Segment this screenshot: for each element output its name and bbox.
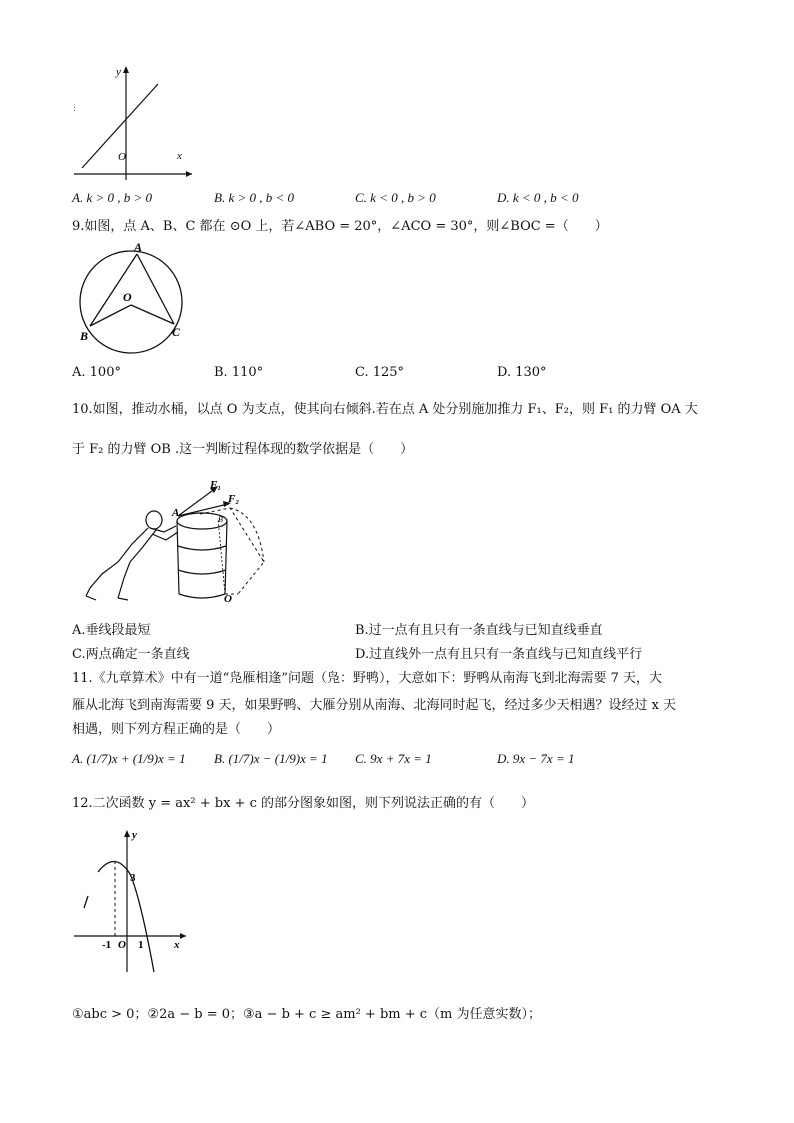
q10-label-o: O bbox=[224, 593, 232, 605]
q9-label-o: O bbox=[123, 290, 132, 304]
q8-x-axis-label: x bbox=[177, 150, 182, 162]
q9-circle-figure bbox=[76, 240, 196, 360]
q11-question-line-3: 相遇，则下列方程正确的是（ ） bbox=[72, 722, 281, 737]
q10-option-a: A.垂线段最短 bbox=[72, 623, 151, 638]
q11-option-b: B. (1/7)x − (1/9)x = 1 bbox=[214, 751, 328, 766]
q8-option-c: C. k < 0 , b > 0 bbox=[355, 190, 436, 205]
q10-option-b: B.过一点有且只有一条直线与已知直线垂直 bbox=[355, 623, 603, 638]
q12-label-3: 3 bbox=[130, 872, 136, 884]
q9-label-a: A bbox=[134, 240, 143, 254]
q9-question-text: 9.如图，点 A、B、C 都在 ⊙O 上，若∠ABO = 20°，∠ACO = 30°，则∠BOC =（ ） bbox=[72, 219, 608, 234]
q12-label-1: 1 bbox=[138, 939, 144, 951]
q12-parabola-graph bbox=[72, 826, 192, 976]
q10-bucket-figure bbox=[78, 478, 288, 608]
q10-option-d: D.过直线外一点有且只有一条直线与已知直线平行 bbox=[355, 647, 643, 662]
q12-question-text: 12.二次函数 y = ax² + bx + c 的部分图象如图，则下列说法正确的有（ ） bbox=[72, 796, 534, 811]
q11-question-line-1: 11.《九章算术》中有一道“凫雁相逢”问题（凫：野鸭），大意如下：野鸭从南海飞到北海需要 7 天，大 bbox=[72, 671, 663, 686]
q9-option-d: D. 130° bbox=[497, 365, 547, 380]
q9-label-c: C bbox=[172, 325, 181, 339]
q11-option-d: D. 9x − 7x = 1 bbox=[497, 751, 575, 766]
q8-origin-label: O bbox=[118, 151, 126, 163]
q10-label-f2: F₂ bbox=[228, 493, 240, 505]
q10-question-line-2: 于 F₂ 的力臂 OB .这一判断过程体现的数学依据是（ ） bbox=[72, 442, 414, 457]
q10-label-a: A bbox=[172, 507, 180, 519]
q10-label-f1: F₁ bbox=[210, 479, 222, 491]
q11-option-c: C. 9x + 7x = 1 bbox=[355, 751, 432, 766]
q10-question-line-1: 10.如图，推动水桶，以点 O 为支点，使其向右倾斜.若在点 A 处分别施加推力 F₁、F₂，则 F₁ 的力臂 OA 大 bbox=[72, 402, 698, 417]
q10-option-c: C.两点确定一条直线 bbox=[72, 647, 190, 662]
q9-option-b: B. 110° bbox=[214, 365, 264, 380]
q10-label-b: B bbox=[218, 515, 223, 524]
q8-linear-graph bbox=[68, 62, 193, 182]
q11-question-line-2: 雁从北海飞到南海需要 9 天，如果野鸭、大雁分别从南海、北海同时起飞，经过多少天相遇？设经过 x 天 bbox=[72, 698, 677, 713]
q12-origin-label: O bbox=[118, 939, 126, 951]
q8-option-b: B. k > 0 , b < 0 bbox=[214, 190, 295, 205]
q8-y-axis-label: y bbox=[116, 66, 121, 78]
q8-option-a: A. k > 0 , b > 0 bbox=[72, 190, 153, 205]
q9-option-a: A. 100° bbox=[72, 365, 121, 380]
q12-label-neg1: -1 bbox=[102, 939, 112, 951]
q12-statements: ①abc > 0；②2a − b = 0；③a − b + c ≥ am² + bm + c（m 为任意实数）； bbox=[72, 1007, 541, 1022]
q11-option-a: A. (1/7)x + (1/9)x = 1 bbox=[72, 751, 186, 766]
q12-x-axis-label: x bbox=[174, 939, 180, 951]
q8-scan-mark: : bbox=[73, 104, 77, 114]
q12-y-axis-label: y bbox=[132, 829, 137, 841]
q8-option-d: D. k < 0 , b < 0 bbox=[497, 190, 579, 205]
q9-option-c: C. 125° bbox=[355, 365, 405, 380]
q9-label-b: B bbox=[80, 329, 89, 343]
